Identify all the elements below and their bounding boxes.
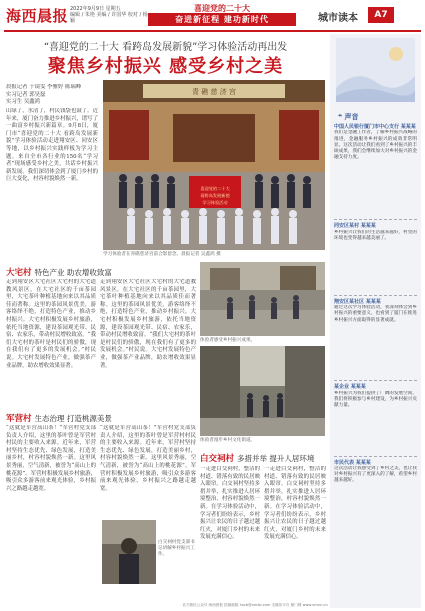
voice-speaker: 市民代表 某某某 — [334, 459, 371, 466]
village-photo-2 — [200, 346, 325, 436]
section-heading-dazhai — [6, 266, 206, 278]
byline-reporters: 晨报记者 于镜雯 李雅婷 陈瑞峰 — [6, 84, 82, 90]
village-photo-2-caption: 体验者漫步乡村文化街道。 — [200, 438, 256, 443]
voice-quote: 乡村振兴为我们提供了广阔的发展空间，我们将积极参与乡村建设，为乡村振兴贡献力量。 — [334, 390, 417, 409]
village-photo-1 — [200, 262, 325, 336]
voices-list — [334, 124, 417, 526]
banner-main-line: 奋进新征程 建功新时代 — [148, 13, 296, 26]
masthead-rule — [4, 30, 421, 32]
voice-speaker: 中国人民银行厦门市中心支行 某某某 — [334, 124, 416, 130]
section-title: 军营村 — [6, 414, 32, 424]
voice-item — [334, 223, 417, 291]
section-body-junying-cont: “这就是军营高山茶！”军营村党支部负责人介绍，这里的茶叶曾是军营村村民的主要收入来源。近年来，军营村坚持生态优先、绿色发展，打造美丽乡村，村容村貌焕然一新。这里风景秀丽，空气清新，被誉为“高山上的桃花源”。军营村积极发展乡村旅游，吸引众多游客前来观光体验，乡村振兴之路越走越宽。 — [100, 425, 196, 492]
sidebar-illustration — [336, 38, 415, 102]
issue-date: 2022年9月9日 星期五 — [70, 6, 121, 12]
divider — [334, 219, 417, 220]
voices-sidebar — [330, 34, 421, 608]
newspaper-logo: 海西晨报 — [6, 7, 69, 25]
voice-item — [334, 460, 417, 526]
voice-item — [334, 384, 417, 452]
dateline — [70, 6, 150, 24]
voice-quote: 乡村振兴让我们的生活越来越好，村里的环境也变得越来越美丽了。 — [334, 229, 417, 242]
svg-text:看跨岛发展新貌: 看跨岛发展新貌 — [200, 193, 230, 198]
section-body-junying: “这就是军营高山茶！”军营村党支部负责人介绍，这里的茶叶曾是军营村村民的主要收入来源。近年来，军营村坚持生态优先、绿色发展，打造美丽乡村，村容村貌焕然一新。这里风景秀丽，空气清新，被誉为“高山上的桃花源”。军营村积极发展乡村旅游，吸引众多游客前来观光体验，乡村振兴之路越走越宽。 — [6, 425, 96, 492]
banner-top-line: 喜迎党的二十大 — [194, 4, 250, 13]
campaign-banner — [148, 3, 296, 27]
voice-speaker: 翔安区某社区 某某某 — [334, 298, 381, 305]
byline — [6, 84, 98, 107]
voice-item — [334, 299, 417, 377]
svg-text:学习体验活动: 学习体验活动 — [202, 200, 228, 205]
svg-text:喜迎党的二十大: 喜迎党的二十大 — [200, 186, 230, 191]
editor-credits: 编辑 / 朱艳 美编 / 许国华 校对 / 杨颖 — [70, 12, 148, 24]
section-heading-baijiaoci — [200, 452, 328, 464]
byline-intern: 实习生 吴鑫鸿 — [6, 99, 41, 106]
section-heading-junying — [6, 412, 196, 424]
main-photo-caption: 学习体验者在青礁慈济宫前合影留念。晨报记者 吴鑫鸿 摄 — [103, 252, 221, 257]
voice-speaker: 同安区某村 某某某 — [334, 223, 376, 230]
article-intro: 山绿了，水清了，村民钱袋也鼓了。近年来，厦门奋力推进乡村振兴，谱写了一曲富乡村振兴新篇章。9月8日，厦门市“喜迎党的二十大 看跨岛发展新貌”学习体验活动走进翔安区、同安区等地，以乡村振兴实践样板为学习主题。来自全市各行业的150名“学习者”现场感受乡村之美，共话乡村振兴新发展。我们深切体会到了厦门乡村的巨大变化，村容村貌焕然一新。 — [6, 108, 98, 183]
voices-heading — [338, 112, 359, 122]
voices-heading-text: 声音 — [344, 113, 359, 121]
section-subtitle: 特色产业 助农增收致富 — [34, 268, 112, 277]
village-photo-1-caption: 体验者感受乡村振兴成果。 — [200, 338, 256, 343]
section-subtitle: 多措并举 提升人居环境 — [237, 454, 315, 463]
voice-quote: 这次活动让我感受到了乡村之美，也让我对乡村振兴有了更深入的了解，希望乡村越来越好。 — [334, 466, 417, 484]
voice-speaker: 某企业 某某某 — [334, 384, 366, 391]
section-title: 白交祠村 — [200, 454, 235, 464]
divider — [334, 295, 417, 296]
divider — [334, 456, 417, 457]
quote-icon: ❝ — [338, 113, 345, 121]
section-body-baijiaoci-cont: 一走进白交祠村，整洁的村道、错落有致的民居映入眼帘。白交祠村坚持多措并举，扎实推进人居环境整治，村容村貌焕然一新。在学习体验活动中，学习者们纷纷表示，乡村振兴让农民的日子越过越红火，对厦门乡村的未来发展充满信心。 — [264, 466, 326, 541]
svg-text:青 礁 慈 济 宫: 青 礁 慈 济 宫 — [192, 88, 236, 96]
divider — [334, 380, 417, 381]
portrait-caption: 白交祠村党支部书记讲解乡村振兴工作。 — [158, 540, 195, 557]
page-number-badge: A7 — [368, 7, 394, 23]
voice-quote: 通过这次学习体验活动，我深刻体会到乡村振兴的重要意义，也看到了厦门在推进乡村振兴方面取得的显著成就。 — [334, 305, 417, 323]
article-kicker: “喜迎党的二十大 看跨岛发展新貌”学习体验活动再出发 — [43, 42, 288, 53]
section-subtitle: 生态治理 打造桃源美景 — [34, 414, 112, 423]
page-footer: 官方微信公众号 海西晨报 投稿邮箱 hxcb@xmzb.com 全媒体平台 厦门网 www.xmnn.cn — [182, 603, 328, 607]
section-title: 大宅村 — [6, 268, 32, 278]
section-name: 城市读本 — [318, 13, 358, 24]
portrait-photo — [102, 520, 156, 584]
section-body-baijiaoci: 一走进白交祠村，整洁的村道、错落有致的民居映入眼帘。白交祠村坚持多措并举，扎实推进人居环境整治，村容村貌焕然一新。在学习体验活动中，学习者们纷纷表示，乡村振兴让农民的日子越过越红火，对厦门乡村的未来发展充满信心。 — [200, 466, 260, 541]
voice-item — [334, 124, 417, 216]
masthead — [0, 0, 425, 30]
section-body-dazhai: 走到翔安区大宅社区大宅村的大宅道教风景区，在大宅社区的千亩茶园里，大宅茶叶种植基地向来以其品质佳而著称。这里的茶园风景优美，游客络绎不绝，打造特色产业，推动乡村振兴。大宅村积极发展乡村旅游，依托当地资源，建设茶园观光带、民宿、农家乐，带动村民增收致富。“我们大宅村的茶叶是村民们的骄傲，现在我们有了更多的发展机会。”村民说。大宅村发展特色产业，做强茶产业品牌，助农增收效果显著。 — [6, 279, 96, 369]
group-photo-illustration — [103, 80, 325, 250]
main-photo — [103, 80, 325, 250]
article-headline: 聚焦乡村振兴 感受乡村之美 — [47, 56, 284, 77]
byline-intern-reporter: 实习记者 郭昊磊 — [6, 91, 46, 98]
voice-quote: 我们是金融工作者，了解乡村振兴战略的推进，金融服务乡村振兴的成效非常明显。这次活动让我们看到了乡村振兴的丰硕成果，我们会继续加大对乡村振兴的金融支持力度。 — [334, 130, 417, 161]
section-body-dazhai-cont: 走到翔安区大宅社区大宅村的大宅道教风景区，在大宅社区的千亩茶园里，大宅茶叶种植基地向来以其品质佳而著称。这里的茶园风景优美，游客络绎不绝，打造特色产业，推动乡村振兴。大宅村积极发展乡村旅游，依托当地资源，建设茶园观光带、民宿、农家乐，带动村民增收致富。“我们大宅村的茶叶是村民们的骄傲，现在我们有了更多的发展机会。”村民说。大宅村发展特色产业，做强茶产业品牌，助农增收效果显著。 — [100, 279, 196, 369]
